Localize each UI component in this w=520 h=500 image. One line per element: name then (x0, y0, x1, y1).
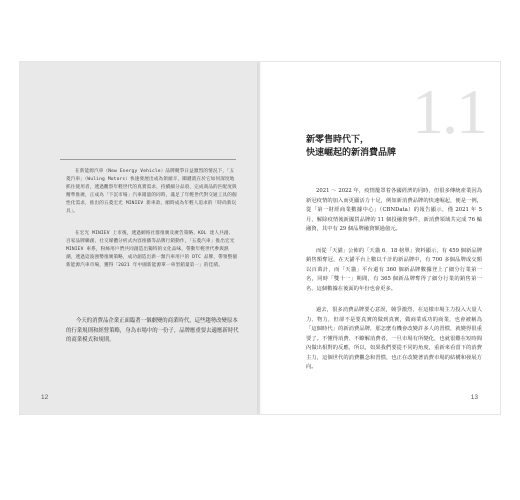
body-paragraph: 今天的消費品企業正面臨著一個劇變的商業時代，這些趨勢改變原本的行業規則和經營策略，身為市場中的一份子，品牌應重要去適應新時代的商業模式和規則。 (66, 318, 239, 343)
quote-divider (60, 159, 236, 160)
book-spread (20, 62, 500, 414)
quote-paragraph: 在宏光 MINIEV 上市後，透過網絡社群推廣及廣告策略、KOL 達人共創、百家品牌聯創、社交媒體分析式內容推播等品牌行銷動作，「五菱汽車」推出宏光 MINIEV 車系，粉絲用戶們共同創造出獨特的文化品味，帶動年輕世代參與熱潮，透過這波強勢推廣策略，成功創造出新一類汽車用戶的 DTC 品牌，帶領整個新能源汽車市場，獲得「2021 年中國新能源單一車型銷量第一」的佳績。 (66, 231, 238, 268)
left-body-text (66, 317, 242, 346)
section-heading (306, 134, 476, 159)
quote-paragraph: 在新能源汽車（New Energy Vehicle）品牌競爭日益激烈的情況下，「五菱汽車」（Wuling Motors）快速發展出成為領頭羊，關鍵就在於它如何深度地抓住使用者，透過觀察年輕世代的真實需求，持續細分品項，完成商品的匹配度與精準推廣，正成為「下沉市場」汽車銷量的同時，滿足了年輕世代對交通工具的個性化需求，推出的五菱宏光 MINIEV 新車款，順時成為年輕人追求的「時尚新玩具」。 (66, 169, 237, 214)
heading-line: 新零售時代下， (306, 135, 370, 145)
body-paragraph: 過去，很多消費品牌要心意誤，競爭激烈，在這樣市場主力投入大量人力、物力，但卻不是要真實的做到真實，做商業成功的商業，也會被稱為「這個時代」的新消費品牌，那怎麼有機會改變許多人的習慣，就變得很重要了。不懂得消費、不瞭解消費者，一旦市場有所變化，也就很難在短時間內做出相對的反應，所以，如果我們要從不同的角度，重新來看當下的消費主力，這個世代的消費觀念和習慣，也正在改變著消費市場的結構和發展方向。 (306, 307, 482, 370)
body-paragraph: 而從「天貓」公佈的「天貓 6．18 榜單」資料顯示，有 459 個新品牌銷售額奪冠，在天貓平台上數以千計的新品牌中，有 700 多個品牌成交額以百萬計，而「天貓」平台還有 360 個新品牌數據登上了細分行業第一名，同時「雙十一」期間，有 365 個新品牌奪得了細分行業的銷售第一名，這個數據在後面的年份也會更多。 (306, 247, 482, 292)
heading-line: 快速崛起的新消費品牌 (306, 147, 397, 158)
page-number-left: 12 (41, 394, 49, 401)
page-gutter (257, 62, 263, 414)
right-page (260, 62, 500, 414)
chapter-number: 1.1 (412, 76, 486, 147)
left-page (20, 62, 260, 414)
body-paragraph: 2021 ～ 2022 年，疫情籠罩着各國經濟的同時，但很多傳統產業因為新冠疫情的加入而更顯活力十足，例如新消費品牌的快速崛起，便是一例，從「第一財經商業數據中心」（CBNData）的報告顯示，僅 2021 年 5 月，解除疫情後新國貨品牌的 11 個投融資事件，新消費領域共完成 76 輪融資，其中有 29 個品牌融資額過億元。 (306, 188, 482, 232)
quote-block (66, 168, 238, 284)
page-number-right: 13 (470, 394, 478, 401)
right-body-text (306, 187, 482, 385)
